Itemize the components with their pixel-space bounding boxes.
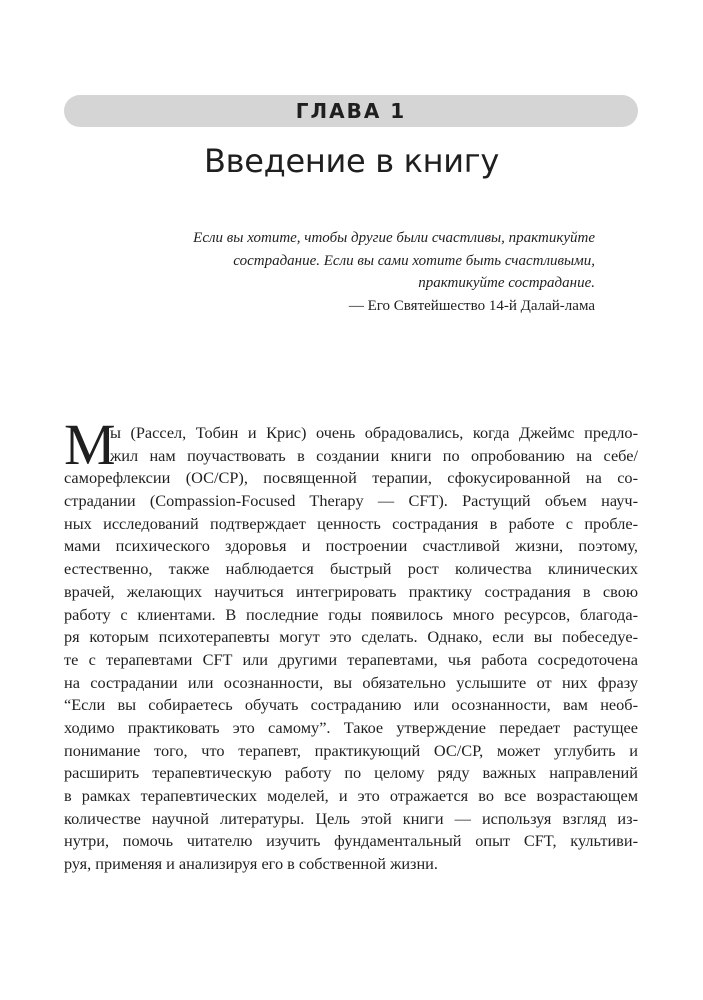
body-line: жил нам поучаствовать в создании книги по опробованию на себе/ [110, 445, 638, 465]
epigraph-author: — Его Святейшество 14-й Далай-лама [348, 297, 595, 314]
body-line: врачей, желающих научиться интегрировать практику сострадания в свою [64, 581, 638, 601]
body-line: ходимо практиковать это самому”. Такое утверждение передает растущее [64, 717, 638, 737]
body-line: мами психического здоровья и построении счастливой жизни, поэтому, [64, 536, 638, 556]
epigraph-line: практикуйте сострадание. [418, 275, 595, 291]
body-line: саморефлексии (ОС/СР), посвященной терапии, сфокусированной на со- [64, 468, 638, 488]
chapter-label: ГЛАВА 1 [295, 99, 407, 123]
body-line: естественно, также наблюдается быстрый рост количества клинических [64, 559, 638, 579]
drop-cap: М [64, 412, 116, 477]
epigraph-line: сострадание. Если вы сами хотите быть счастливыми, [233, 252, 595, 269]
body-line: количестве научной литературы. Цель этой книги — используя взгляд из- [64, 808, 638, 828]
body-line: те с терапевтами CFT или другими терапевтами, чья работа сосредоточена [64, 649, 638, 669]
epigraph-quote [115, 227, 595, 295]
chapter-header-bar [64, 95, 638, 127]
epigraph-line: Если вы хотите, чтобы другие были счастливы, практикуйте [193, 230, 595, 246]
body-line: “Если вы собираетесь обучать состраданию или осознанности, вам необ- [64, 695, 638, 715]
body-line: ы (Рассел, Тобин и Крис) очень обрадовались, когда Джеймс предло- [110, 423, 638, 442]
epigraph [115, 227, 595, 317]
body-line: руя, применяя и анализируя его в собственной жизни. [64, 854, 438, 874]
body-line: в рамках терапевтических моделей, и это отражается во все возрастающем [64, 786, 638, 805]
body-line: нутри, помочь читателю изучить фундаментальный опыт CFT, культиви- [64, 831, 638, 851]
body-line: расширить терапевтическую работу по целому ряду важных направлений [64, 763, 638, 783]
body-line: на сострадании или осознанности, вы обязательно услышите от них фразу [64, 672, 638, 692]
body-line: ря которым психотерапевты могут это сделать. Однако, если вы побеседуе- [64, 627, 638, 647]
body-line: страдании (Compassion-Focused Therapy — CFT). Растущий объем науч- [64, 491, 638, 511]
body-line: понимание того, что терапевт, практикующий ОС/СР, может углубить и [64, 740, 638, 760]
chapter-title: Введение в книгу [204, 142, 499, 180]
body-paragraph [64, 412, 638, 876]
body-line: ных исследований подтверждает ценность сострадания в работе с пробле- [64, 513, 638, 533]
body-line: работу с клиентами. В последние годы появилось много ресурсов, благода- [64, 604, 638, 624]
